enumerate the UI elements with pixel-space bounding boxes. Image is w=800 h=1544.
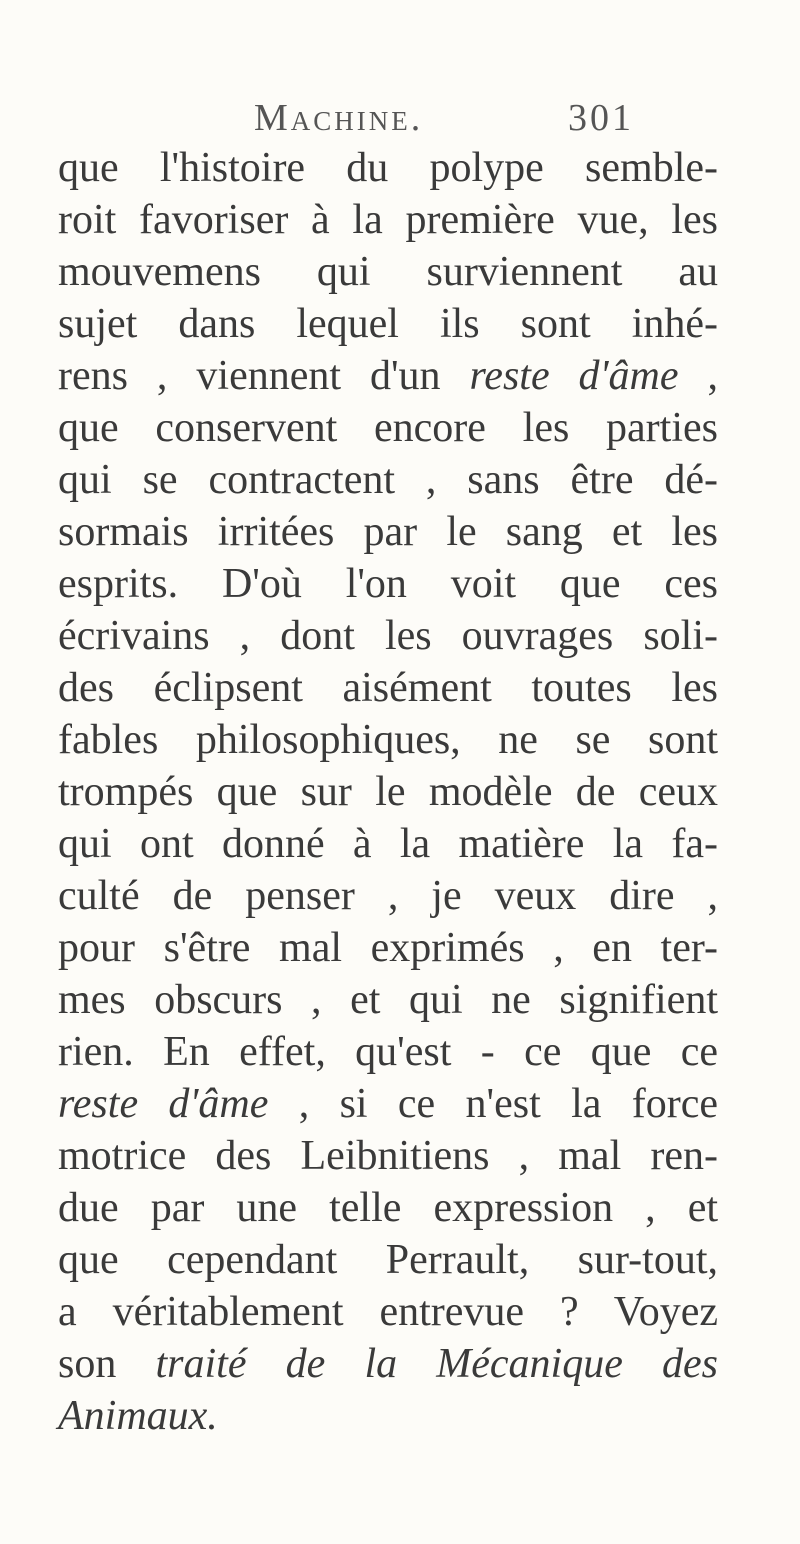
running-head: [254, 96, 714, 144]
text-line: [58, 142, 718, 194]
text-run: sujet dans lequel ils sont inhé-: [58, 301, 718, 347]
text-line: [58, 662, 718, 714]
text-line: [58, 1338, 718, 1390]
text-run: fables philosophiques, ne se sont: [58, 717, 718, 763]
text-line: [58, 610, 718, 662]
text-line: [58, 974, 718, 1026]
text-run: rien. En effet, qu'est - ce que ce: [58, 1029, 718, 1075]
text-run: rens , viennent d'un: [58, 353, 470, 399]
text-line: [58, 402, 718, 454]
text-line: [58, 922, 718, 974]
text-run: que conservent encore les parties: [58, 405, 718, 451]
text-line: [58, 194, 718, 246]
text-run: qui se contractent , sans être dé-: [58, 457, 718, 503]
text-run: due par une telle expression , et: [58, 1185, 718, 1231]
text-run: son: [58, 1341, 156, 1387]
text-line: [58, 298, 718, 350]
text-run: sormais irritées par le sang et les: [58, 509, 718, 555]
text-line: [58, 1182, 718, 1234]
text-line: [58, 454, 718, 506]
text-run: a véritablement entrevue ? Voyez: [58, 1289, 718, 1335]
italic-text: Animaux.: [58, 1393, 218, 1439]
text-line: [58, 714, 718, 766]
text-line: [58, 558, 718, 610]
text-line: [58, 1390, 718, 1442]
text-line: [58, 506, 718, 558]
text-line: [58, 1234, 718, 1286]
italic-text: reste d'âme: [58, 1081, 269, 1127]
text-line: [58, 246, 718, 298]
text-run: que cependant Perrault, sur-tout,: [58, 1237, 718, 1283]
text-line: [58, 1130, 718, 1182]
text-line: [58, 766, 718, 818]
text-line: [58, 1026, 718, 1078]
text-run: trompés que sur le modèle de ceux: [58, 769, 718, 815]
page-number: 301: [568, 97, 634, 139]
text-line: [58, 870, 718, 922]
text-run: des éclipsent aisément toutes les: [58, 665, 718, 711]
text-line: [58, 818, 718, 870]
running-head-title: Machine.: [254, 97, 424, 139]
text-run: écrivains , dont les ouvrages soli-: [58, 613, 718, 659]
text-run: que l'histoire du polype semble-: [58, 145, 718, 191]
text-run: mes obscurs , et qui ne signifient: [58, 977, 718, 1023]
italic-text: reste d'âme: [469, 353, 679, 399]
text-line: [58, 1286, 718, 1338]
text-line: [58, 350, 718, 402]
text-run: esprits. D'où l'on voit que ces: [58, 561, 718, 607]
text-run: , si ce n'est la force: [268, 1081, 718, 1127]
text-run: motrice des Leibnitiens , mal ren-: [58, 1133, 718, 1179]
italic-text: traité de la Mécanique des: [155, 1341, 718, 1387]
text-run: qui ont donné à la matière la fa-: [58, 821, 718, 867]
text-run: culté de penser , je veux dire ,: [58, 873, 718, 919]
text-run: ,: [678, 353, 718, 399]
text-run: roit favoriser à la première vue, les: [58, 197, 718, 243]
text-run: pour s'être mal exprimés , en ter-: [58, 925, 718, 971]
body-text: [58, 142, 718, 1442]
text-line: [58, 1078, 718, 1130]
text-run: mouvemens qui surviennent au: [58, 249, 718, 295]
